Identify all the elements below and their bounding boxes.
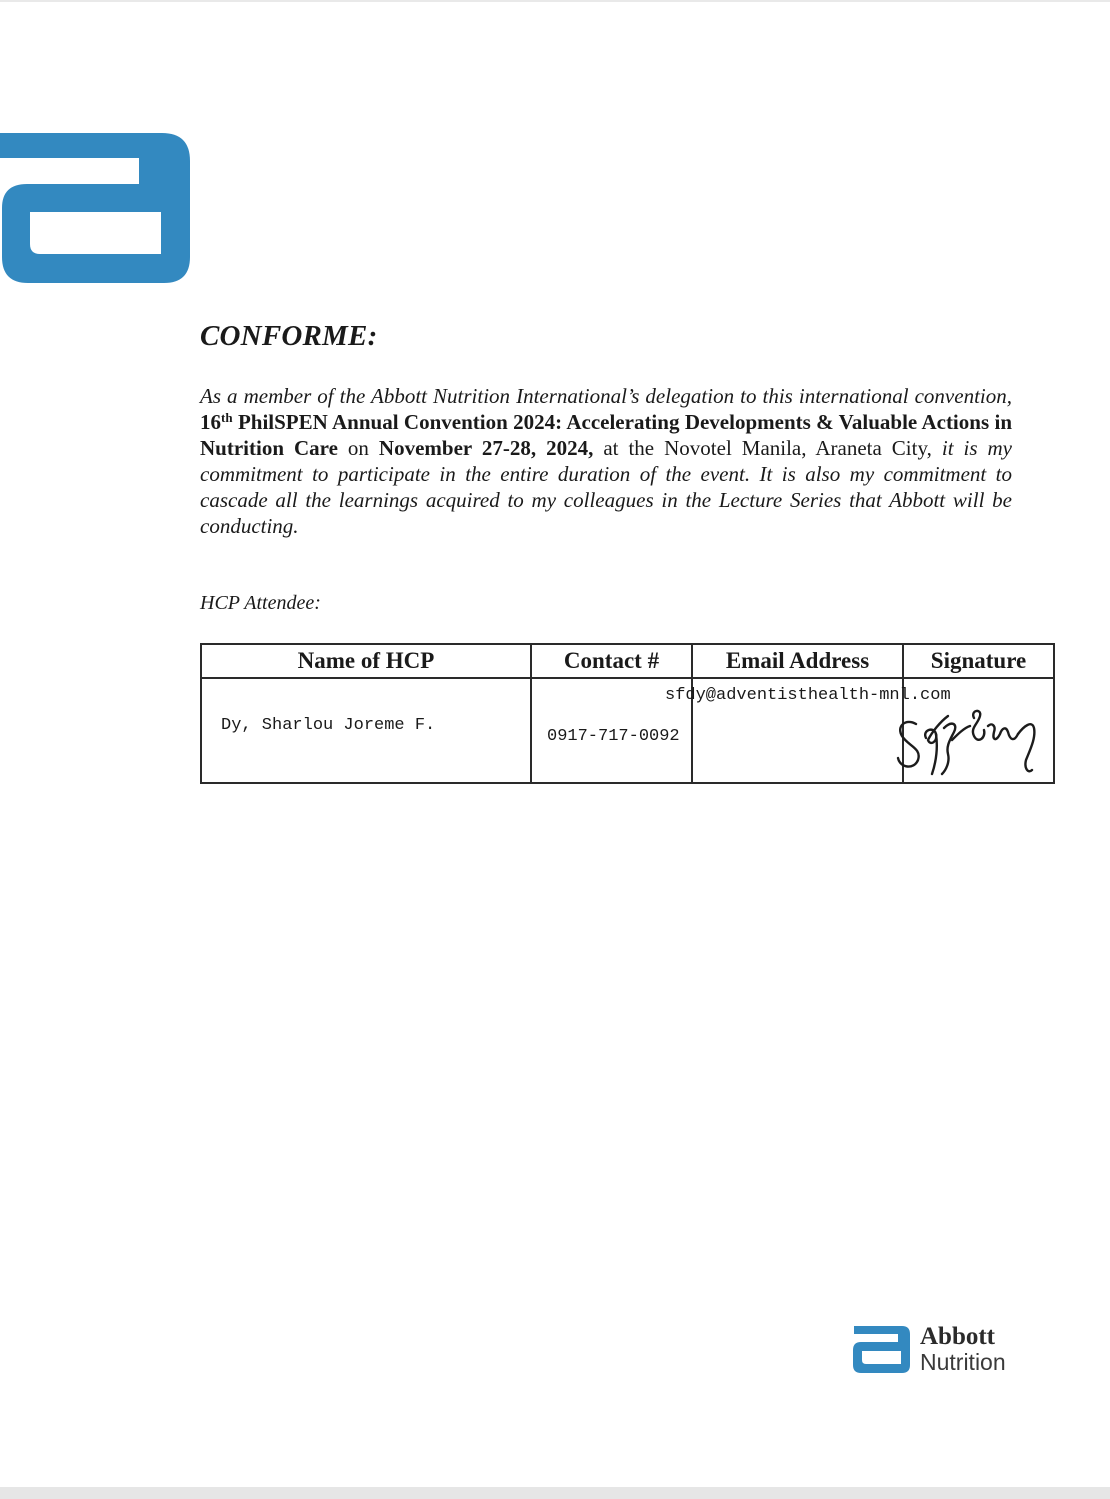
abbott-nutrition-footer-logo [852, 1325, 1022, 1380]
paragraph-event-title: PhilSPEN Annual Convention 2024: Accelerating Developments & Valuable Actions in Nutrition Care [200, 410, 1013, 460]
abbott-a-logo-icon [852, 1325, 912, 1375]
table-header-row [201, 644, 1054, 678]
hcp-contact-value: 0917-717-0092 [547, 727, 680, 746]
hcp-email-value: sfdy@adventisthealth-mnl.com [665, 686, 951, 705]
hcp-name-value: Dy, Sharlou Joreme F. [221, 716, 436, 735]
handwritten-signature-icon [892, 698, 1042, 782]
commitment-paragraph [200, 383, 1012, 539]
hcp-attendee-label: HCP Attendee: [200, 592, 321, 614]
header-signature: Signature [903, 644, 1054, 678]
paragraph-commitment: it is my commitment to participate in the entire duration of the event. It is also my commitment to cascade all the learnings acquired to my colleagues in the Lecture Series that Abbott will be conducting. [200, 436, 1013, 538]
footer-brand-name: Abbott [920, 1323, 996, 1350]
abbott-logo-icon [0, 130, 190, 285]
paragraph-on: on [347, 436, 369, 460]
cell-name [201, 678, 531, 783]
conforme-heading: CONFORME: [200, 320, 378, 352]
paragraph-event-number: 16 [200, 410, 221, 434]
footer-brand-subtitle: Nutrition [920, 1349, 1006, 1375]
header-name-of-hcp: Name of HCP [201, 644, 531, 678]
bottom-border [0, 1487, 1110, 1499]
paragraph-ordinal: th [221, 410, 233, 425]
header-email-address: Email Address [692, 644, 903, 678]
top-border [0, 0, 1110, 2]
paragraph-venue: at the Novotel Manila, Araneta City, [603, 436, 932, 460]
paragraph-intro: As a member of the Abbott Nutrition International’s delegation to this international convention, [200, 384, 1012, 408]
paragraph-event-date: November 27-28, 2024, [378, 436, 594, 460]
header-contact: Contact # [531, 644, 692, 678]
